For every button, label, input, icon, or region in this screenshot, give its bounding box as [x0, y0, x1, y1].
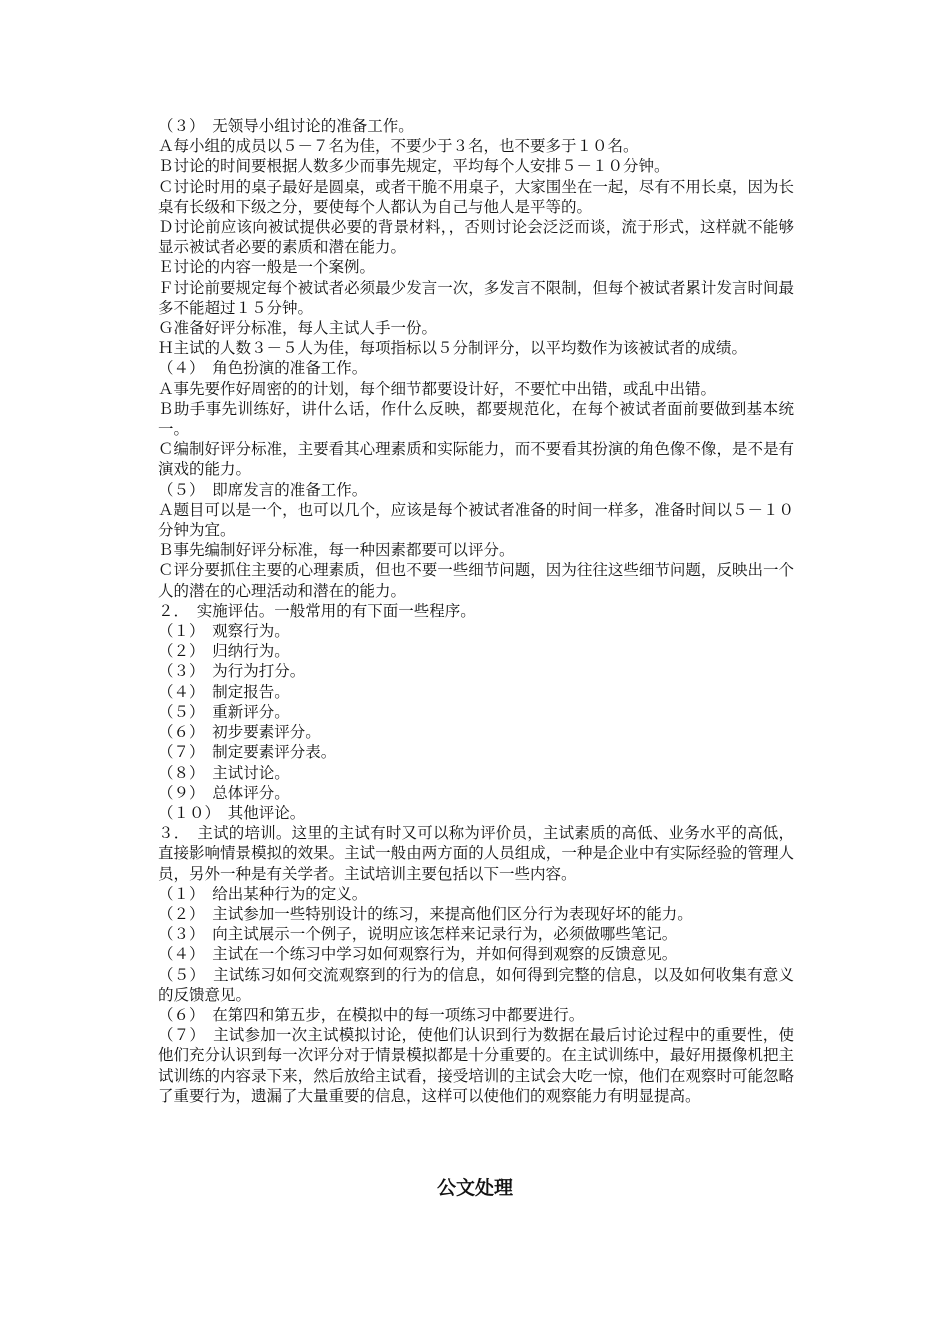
paragraph: （８） 主试讨论。	[158, 763, 290, 782]
paragraph: Ｆ讨论前要规定每个被试者必须最少发言一次，多发言不限制，但每个被试者累计发言时间最多不能超过１５分钟。	[158, 278, 794, 317]
paragraph: ２． 实施评估。一般常用的有下面一些程序。	[158, 601, 476, 620]
paragraph: ３． 主试的培训。这里的主试有时又可以称为评价员，主试素质的高低、业务水平的高低，直接影响情景模拟的效果。主试一般由两方面的人员组成，一种是企业中有实际经验的管理人员，另外一种是有关学者。主试培训主要包括以下一些内容。	[158, 824, 794, 883]
paragraph: Ｂ事先编制好评分标准，每一种因素都要可以评分。	[158, 541, 515, 560]
paragraph: Ｂ讨论的时间要根据人数多少而事先规定，平均每个人安排５－１０分钟。	[158, 157, 670, 176]
paragraph: （２） 归纳行为。	[158, 642, 290, 661]
paragraph: Ａ题目可以是一个，也可以几个，应该是每个被试者准备的时间一样多，准备时间以５－１０分钟为宜。	[158, 500, 794, 540]
paragraph: Ｃ评分要抓住主要的心理素质，但也不要一些细节问题，因为往往这些细节问题，反映出一个人的潜在的心理活动和潜在的能力。	[158, 561, 794, 600]
paragraph: Ｃ讨论时用的桌子最好是圆桌，或者干脆不用桌子，大家围坐在一起，尽有不用长桌，因为长桌有长级和下级之分，要使每个人都认为自己与他人是平等的。	[158, 177, 794, 216]
paragraph: （５） 重新评分。	[158, 702, 290, 721]
paragraph: Ｃ编制好评分标准，主要看其心理素质和实际能力，而不要看其扮演的角色像不像，是不是有演戏的能力。	[158, 440, 794, 479]
paragraph: （１） 给出某种行为的定义。	[158, 884, 368, 903]
paragraph: Ａ事先要作好周密的的计划，每个细节都要设计好，不要忙中出错，或乱中出错。	[158, 379, 717, 398]
paragraph: （６） 初步要素评分。	[158, 723, 321, 742]
paragraph: （７） 制定要素评分表。	[158, 743, 337, 762]
paragraph: （７） 主试参加一次主试模拟讨论，使他们认识到行为数据在最后讨论过程中的重要性，使他们充分认识到每一次评分对于情景模拟都是十分重要的。在主试训练中，最好用摄像机把主试训练的内容录下来，然后放给主试看，接受培训的主试会大吃一惊，他们在观察时可能忽略了重要行为，遗漏了大量重要的信息，这样可以使他们的观察能力有明显提高。	[158, 1026, 794, 1105]
paragraph: （３） 向主试展示一个例子，说明应该怎样来记录行为，必须做哪些笔记。	[158, 925, 678, 944]
paragraph: （５） 主试练习如何交流观察到的行为的信息，如何得到完整的信息，以及如何收集有意义的反馈意见。	[158, 965, 794, 1004]
paragraph: （３） 无领导小组讨论的准备工作。	[158, 117, 414, 135]
paragraph: Ｄ讨论前应该向被试提供必要的背景材料，，否则讨论会泛泛而谈，流于形式，这样就不能够显示被试者必要的素质和潜在能力。	[158, 218, 794, 257]
paragraph: Ｂ助手事先训练好，讲什么话，作什么反映，都要规范化，在每个被试者面前要做到基本统一。	[158, 399, 794, 439]
paragraph: Ｇ准备好评分标准，每人主试人手一份。	[158, 319, 438, 338]
paragraph: （５） 即席发言的准备工作。	[158, 480, 368, 499]
paragraph: （９） 总体评分。	[158, 783, 290, 802]
paragraph: （１０） 其他评论。	[158, 803, 306, 822]
paragraph: （４） 制定报告。	[158, 682, 290, 701]
paragraph: （４） 主试在一个练习中学习如何观察行为，并如何得到观察的反馈意见。	[158, 945, 678, 964]
paragraph: Ｅ讨论的内容一般是一个案例。	[158, 258, 376, 277]
paragraph: （１） 观察行为。	[158, 622, 290, 641]
paragraph: Ａ每小组的成员以５－７名为佳，不要少于３名，也不要多于１０名。	[158, 137, 639, 156]
paragraph: （２） 主试参加一些特别设计的练习，来提高他们区分行为表现好坏的能力。	[158, 904, 693, 923]
paragraph: （６） 在第四和第五步，在模拟中的每一项练习中都要进行。	[158, 1005, 585, 1024]
section-heading: 公文处理	[436, 1177, 513, 1199]
paragraph: （４） 角色扮演的准备工作。	[158, 359, 368, 378]
document-body	[158, 116, 794, 1106]
paragraph: （３） 为行为打分。	[158, 662, 306, 681]
paragraph: Ｈ主试的人数３－５人为佳，每项指标以５分制评分，以平均数作为该被试者的成绩。	[158, 339, 748, 358]
